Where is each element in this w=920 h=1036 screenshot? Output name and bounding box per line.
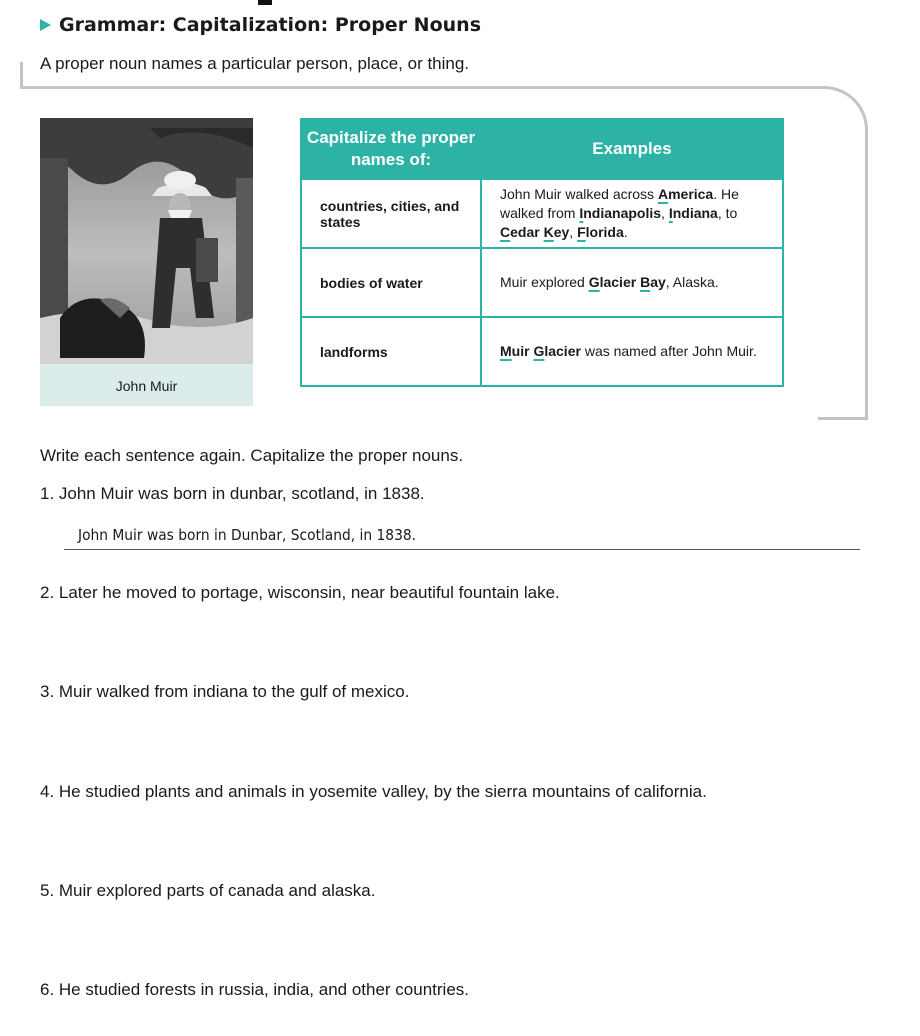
category-cell: landforms (301, 317, 481, 386)
exercise-sentence: 3. Muir walked from indiana to the gulf of mexico. (40, 682, 410, 701)
panel-frame-bottom (818, 417, 868, 420)
category-cell: bodies of water (301, 248, 481, 317)
table-row (301, 248, 783, 317)
column-header-categories: Capitalize the proper names of: (301, 119, 481, 179)
table-row (301, 317, 783, 386)
panel-frame-left (20, 62, 23, 89)
page-top-fragment (258, 0, 272, 5)
exercise-sentence: 5. Muir explored parts of canada and alaska. (40, 881, 376, 900)
handwritten-answer: John Muir was born in Dunbar, Scotland, in 1838. (78, 526, 417, 544)
triangle-bullet-icon (40, 19, 51, 31)
photo-card (40, 118, 253, 406)
column-header-examples: Examples (481, 119, 783, 179)
john-muir-photo (40, 118, 253, 364)
table-row (301, 179, 783, 248)
exercise-sentence: 2. Later he moved to portage, wisconsin, near beautiful fountain lake. (40, 583, 560, 602)
page-title: Grammar: Capitalization: Proper Nouns (59, 14, 481, 36)
example-cell: John Muir walked across America. He walked from Indianapolis, Indiana, to Cedar Key, Florida. (481, 179, 783, 248)
table-header-row (301, 119, 783, 179)
answer-line (64, 549, 860, 550)
exercise-sentence: 4. He studied plants and animals in yosemite valley, by the sierra mountains of california. (40, 782, 707, 801)
exercise-sentence: 6. He studied forests in russia, india, and other countries. (40, 980, 470, 999)
exercise-sentence: 1. John Muir was born in dunbar, scotland, in 1838. (40, 484, 425, 503)
section-title (40, 14, 481, 36)
capitalization-table (300, 118, 784, 387)
definition-text: A proper noun names a particular person, place, or thing. (40, 54, 470, 73)
example-cell: Muir explored Glacier Bay, Alaska. (481, 248, 783, 317)
example-cell: Muir Glacier was named after John Muir. (481, 317, 783, 386)
photo-caption: John Muir (115, 378, 178, 394)
exercise-instructions: Write each sentence again. Capitalize the proper nouns. (40, 446, 464, 465)
category-cell: countries, cities, and states (301, 179, 481, 248)
